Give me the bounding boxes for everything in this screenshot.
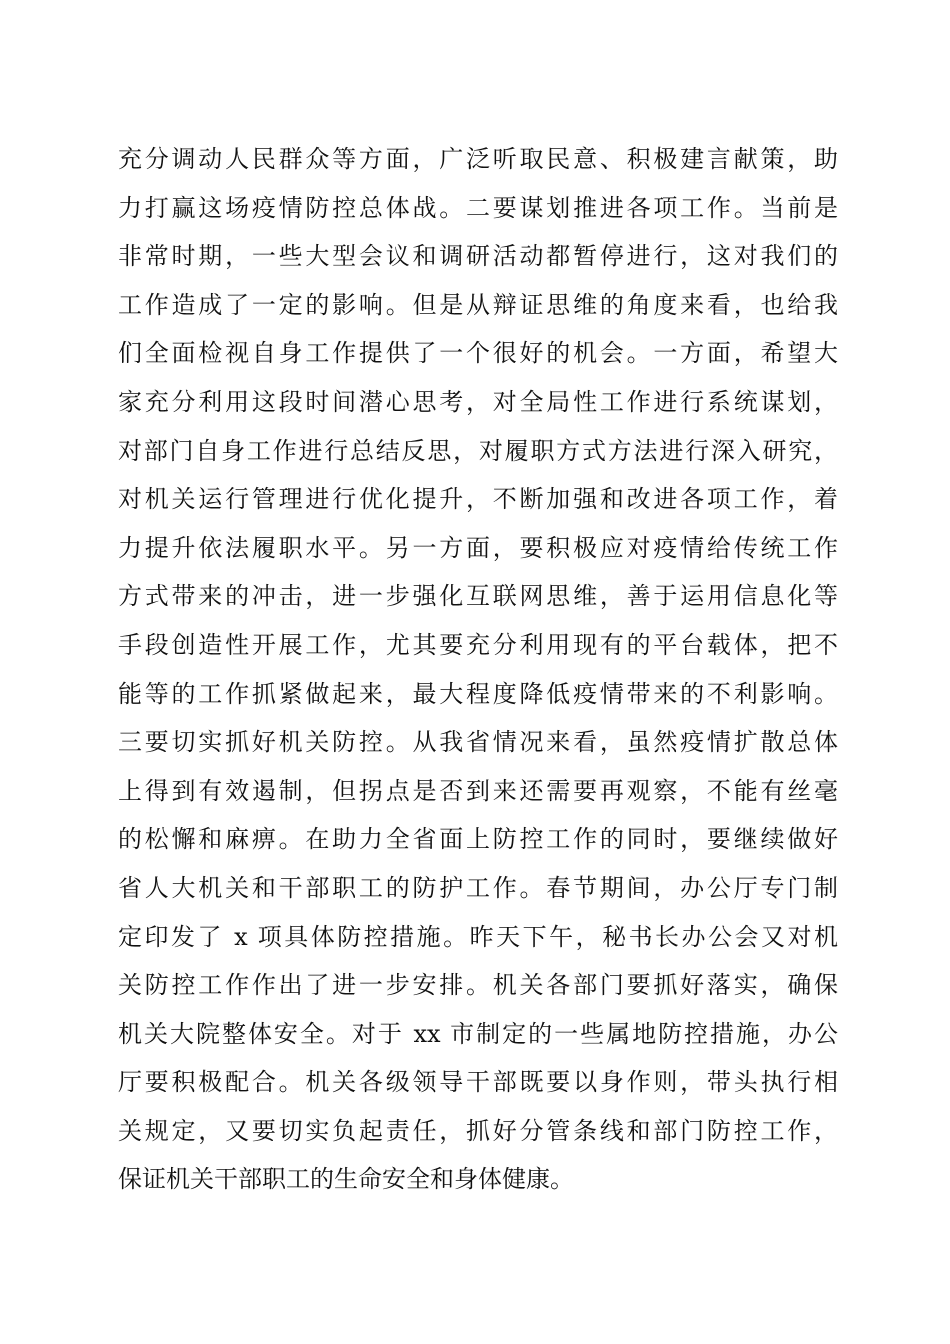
text-line: 工作造成了一定的影响。但是从辩证思维的角度来看，也给我	[118, 290, 838, 319]
text-line: 的松懈和麻痹。在助力全省面上防控工作的同时，要继续做好	[118, 825, 838, 854]
text-line: 定印发了 x 项具体防控措施。昨天下午，秘书长办公会又对机	[118, 922, 838, 951]
text-line: 家充分利用这段时间潜心思考，对全局性工作进行系统谋划，	[118, 387, 838, 416]
text-line: 们全面检视自身工作提供了一个很好的机会。一方面，希望大	[118, 339, 838, 368]
text-line: 充分调动人民群众等方面，广泛听取民意、积极建言献策，助	[118, 145, 838, 173]
text-line: 手段创造性开展工作，尤其要充分利用现有的平台载体，把不	[118, 630, 838, 659]
text-line: 保证机关干部职工的生命安全和身体健康。	[118, 1165, 574, 1194]
text-line: 对部门自身工作进行总结反思，对履职方式方法进行深入研究，	[118, 436, 838, 465]
body-paragraph	[118, 135, 838, 1204]
text-line: 机关大院整体安全。对于 xx 市制定的一些属地防控措施，办公	[118, 1019, 838, 1048]
text-line: 方式带来的冲击，进一步强化互联网思维，善于运用信息化等	[118, 582, 838, 611]
text-line: 厅要积极配合。机关各级领导干部既要以身作则，带头执行相	[118, 1068, 838, 1097]
text-line: 非常时期，一些大型会议和调研活动都暂停进行，这对我们的	[118, 242, 838, 271]
text-line: 关规定，又要切实负起责任，抓好分管条线和部门防控工作，	[118, 1116, 838, 1145]
text-line: 关防控工作作出了进一步安排。机关各部门要抓好落实，确保	[118, 971, 838, 1000]
text-line: 力打赢这场疫情防控总体战。二要谋划推进各项工作。当前是	[118, 193, 838, 222]
text-line: 三要切实抓好机关防控。从我省情况来看，虽然疫情扩散总体	[118, 728, 838, 757]
text-line: 省人大机关和干部职工的防护工作。春节期间，办公厅专门制	[118, 873, 838, 902]
text-line: 能等的工作抓紧做起来，最大程度降低疫情带来的不利影响。	[118, 679, 838, 708]
text-line: 上得到有效遏制，但拐点是否到来还需要再观察，不能有丝毫	[118, 776, 838, 805]
text-line: 对机关运行管理进行优化提升，不断加强和改进各项工作，着	[118, 485, 838, 514]
text-line: 力提升依法履职水平。另一方面，要积极应对疫情给传统工作	[118, 533, 838, 562]
